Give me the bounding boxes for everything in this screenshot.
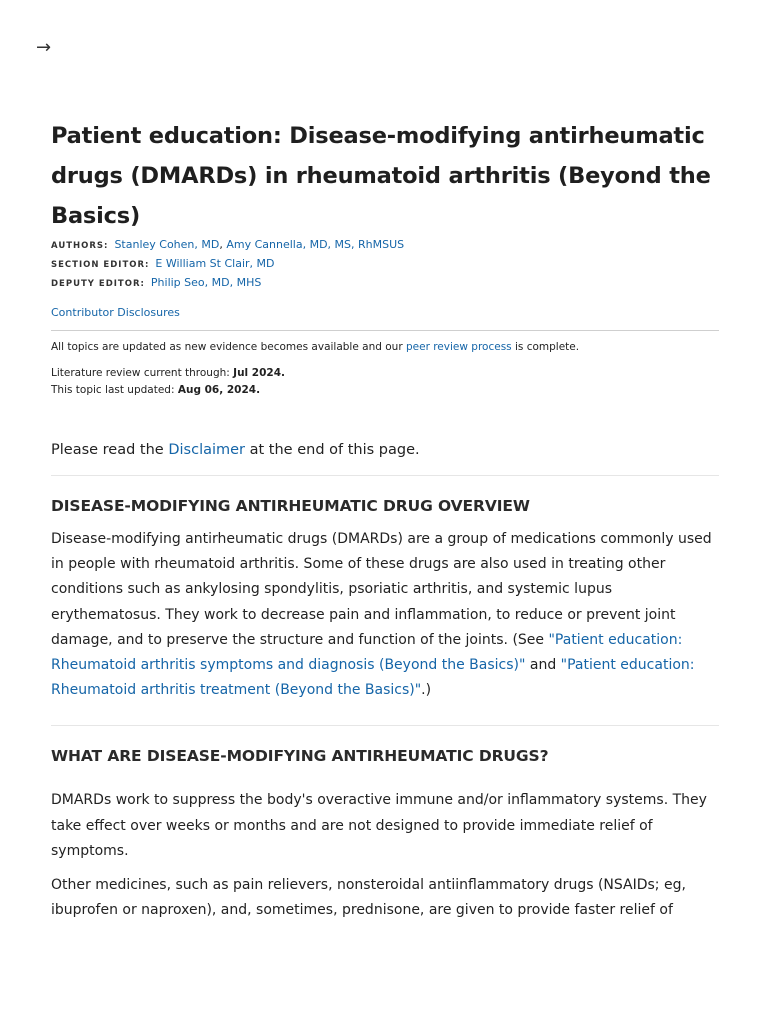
section-heading-overview: DISEASE-MODIFYING ANTIRHEUMATIC DRUG OVERVIEW bbox=[51, 497, 530, 515]
disclaimer-text: Please read the bbox=[51, 442, 169, 458]
author-separator: , bbox=[219, 238, 227, 251]
authors-label: AUTHORS: bbox=[51, 241, 109, 251]
article-content bbox=[51, 116, 719, 923]
review-dates bbox=[51, 365, 719, 399]
section-heading-what-are-dmards: WHAT ARE DISEASE-MODIFYING ANTIRHEUMATIC DRUGS? bbox=[51, 747, 549, 766]
arrow-right-icon[interactable]: → bbox=[36, 37, 52, 58]
update-notice-text: All topics are updated as new evidence becomes available and our bbox=[51, 341, 406, 353]
last-updated-date: Aug 06, 2024. bbox=[177, 384, 261, 396]
section-editor-label: SECTION EDITOR: bbox=[51, 260, 150, 270]
byline bbox=[51, 236, 719, 293]
disclaimer-notice bbox=[51, 439, 719, 461]
section-editor-link[interactable]: E William St Clair, MD bbox=[155, 257, 275, 270]
deputy-editor-row bbox=[51, 274, 719, 293]
last-updated-line bbox=[51, 382, 719, 399]
literature-review-label: Literature review current through: bbox=[51, 367, 234, 379]
literature-review-date: Jul 2024. bbox=[233, 367, 286, 379]
overview-text-and: and bbox=[525, 657, 561, 674]
ra-treatment-link[interactable]: "Patient education: Rheumatoid arthritis treatment (Beyond the Basics)" bbox=[51, 657, 695, 699]
overview-text-end: .) bbox=[421, 682, 432, 699]
deputy-editor-link[interactable]: Philip Seo, MD, MHS bbox=[150, 276, 262, 289]
section-divider bbox=[51, 725, 719, 726]
disclaimer-link[interactable]: Disclaimer bbox=[168, 442, 246, 458]
ra-symptoms-link[interactable]: "Patient education: Rheumatoid arthritis symptoms and diagnosis (Beyond the Basics)" bbox=[51, 631, 683, 674]
author-link-cohen[interactable]: Stanley Cohen, MD bbox=[114, 238, 220, 251]
peer-review-link[interactable]: peer review process bbox=[405, 341, 512, 353]
authors-row bbox=[51, 236, 719, 255]
page-title: Patient education: Disease-modifying antirheumatic drugs (DMARDs) in rheumatoid arthritis (Beyond the Basics) bbox=[51, 123, 711, 229]
update-notice bbox=[51, 339, 719, 355]
section-editor-row bbox=[51, 255, 719, 274]
section-divider bbox=[51, 475, 719, 476]
overview-text: Disease-modifying antirheumatic drugs (DMARDs) are a group of medications commonly used in people with rheumatoid arthritis. Some of these drugs are also used in treating other conditions such as ankylosing spondylitis, psoriatic arthritis, and systemic lupus erythematosus. They work to decrease pain and inflammation, to reduce or prevent joint damage, and to preserve the structure and function of the joints. (See bbox=[51, 531, 712, 648]
author-link-cannella[interactable]: Amy Cannella, MD, MS, RhMSUS bbox=[226, 238, 405, 251]
what-are-paragraph-2: Other medicines, such as pain relievers, nonsteroidal antiinflammatory drugs (NSAIDs; eg, ibuprofen or naproxen), and, sometimes, prednisone, are given to provide faster relief of bbox=[51, 877, 686, 919]
divider bbox=[51, 330, 719, 331]
disclaimer-text-end: at the end of this page. bbox=[245, 442, 420, 458]
last-updated-label: This topic last updated: bbox=[51, 384, 178, 396]
deputy-editor-label: DEPUTY EDITOR: bbox=[51, 279, 145, 289]
what-are-paragraph-1: DMARDs work to suppress the body's overactive immune and/or inflammatory systems. They take effect over weeks or months and are not designed to provide immediate relief of symptoms. bbox=[51, 792, 707, 859]
update-notice-end: is complete. bbox=[511, 341, 580, 353]
contributor-disclosures-link[interactable]: Contributor Disclosures bbox=[51, 306, 180, 319]
overview-paragraph bbox=[51, 527, 719, 703]
literature-review-line bbox=[51, 365, 719, 382]
